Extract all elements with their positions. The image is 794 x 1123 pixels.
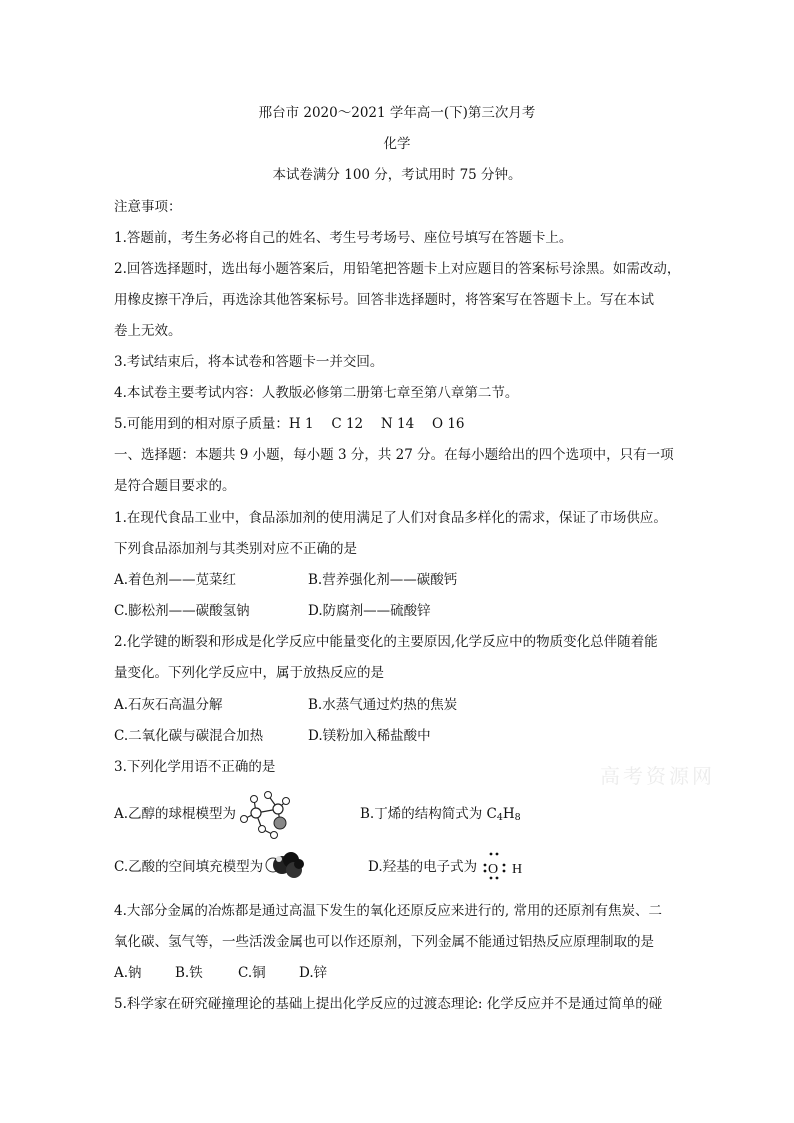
q2-option-a: A.石灰石高温分解 [114, 697, 223, 713]
section1-intro-line-1: 一、选择题：本题共 9 小题，每小题 3 分，共 27 分。在每小题给出的四个选项中，只有一项 [114, 447, 674, 463]
q4-option-a: A.钠 [114, 965, 142, 981]
q4-stem-line-1: 4.大部分金属的冶炼都是通过高温下发生的氧化还原反应来进行的, 常用的还原剂有焦炭、二 [114, 903, 662, 919]
q3-option-a: A.乙醇的球棍模型为 [114, 806, 237, 822]
q3-option-d: D.羟基的电子式为 [368, 859, 478, 875]
q4-option-b: B.铁 [175, 965, 203, 981]
q1-stem-line-1: 1.在现代食品工业中，食品添加剂的使用满足了人们对食品多样化的需求，保证了市场供应。 [114, 510, 667, 526]
q2-stem-line-1: 2.化学键的断裂和形成是化学反应中能量变化的主要原因,化学反应中的物质变化总伴随着能 [114, 634, 658, 650]
watermark: 高考资源网 [600, 764, 715, 788]
note-5: 5.可能用到的相对原子质量：H 1 C 12 N 14 O 16 [114, 416, 465, 432]
q3-stem: 3.下列化学用语不正确的是 [114, 759, 276, 775]
q1-stem-line-2: 下列食品添加剂与其类别对应不正确的是 [114, 541, 357, 557]
q4-option-d: D.锌 [299, 965, 328, 981]
subject-title: 化学 [383, 136, 411, 152]
section1-intro-line-2: 是符合题目要求的。 [114, 478, 236, 494]
q3-option-b: B.丁烯的结构简式为 $C_4H_8$ [360, 806, 521, 823]
oxygen-symbol: O [488, 862, 499, 877]
q2-option-b: B.水蒸气通过灼热的焦炭 [308, 697, 458, 713]
q2-stem-line-2: 量变化。下列化学反应中，属于放热反应的是 [114, 665, 384, 681]
q1-option-d: D.防腐剂——硫酸锌 [308, 603, 431, 619]
note-2-line-3: 卷上无效。 [114, 323, 182, 339]
q3-option-c: C.乙酸的空间填充模型为 [114, 859, 264, 875]
q4-option-c: C.铜 [238, 965, 266, 981]
note-2-line-1: 2.回答选择题时，选出每小题答案后，用铅笔把答题卡上对应题目的答案标号涂黑。如需改动， [114, 261, 681, 277]
q5-stem-line-1: 5.科学家在研究碰撞理论的基础上提出化学反应的过渡态理论: 化学反应并不是通过简单的碰 [114, 996, 663, 1012]
exam-info: 本试卷满分 100 分，考试用时 75 分钟。 [272, 167, 522, 183]
q2-option-d: D.镁粉加入稀盐酸中 [308, 728, 431, 744]
q4-stem-line-2: 氧化碳、氢气等，一些活泼金属也可以作还原剂，下列金属不能通过铝热反应原理制取的是 [114, 934, 654, 950]
q1-option-a: A.着色剂——苋菜红 [114, 572, 237, 588]
exam-title: 邢台市 2020～2021 学年高一(下)第三次月考 [258, 105, 536, 121]
ethanol-ball-stick-model [238, 785, 296, 843]
q1-option-b: B.营养强化剂——碳酸钙 [308, 572, 458, 588]
note-1: 1.答题前，考生务必将自己的姓名、考生号考场号、座位号填写在答题卡上。 [114, 230, 573, 246]
note-4: 4.本试卷主要考试内容：人教版必修第二册第七章至第八章第二节。 [114, 385, 519, 401]
note-2-line-2: 用橡皮擦干净后，再选涂其他答案标号。回答非选择题时，将答案写在答题卡上。写在本试 [114, 292, 654, 308]
q1-option-c: C.膨松剂——碳酸氢钠 [114, 603, 250, 619]
acetic-acid-space-filling-model [265, 850, 305, 880]
hydroxyl-electron-formula [482, 850, 532, 880]
q2-option-c: C.二氧化碳与碳混合加热 [114, 728, 264, 744]
notes-heading: 注意事项： [114, 199, 182, 215]
note-3: 3.考试结束后，将本试卷和答题卡一并交回。 [114, 354, 384, 370]
hydrogen-symbol: H [512, 862, 523, 877]
